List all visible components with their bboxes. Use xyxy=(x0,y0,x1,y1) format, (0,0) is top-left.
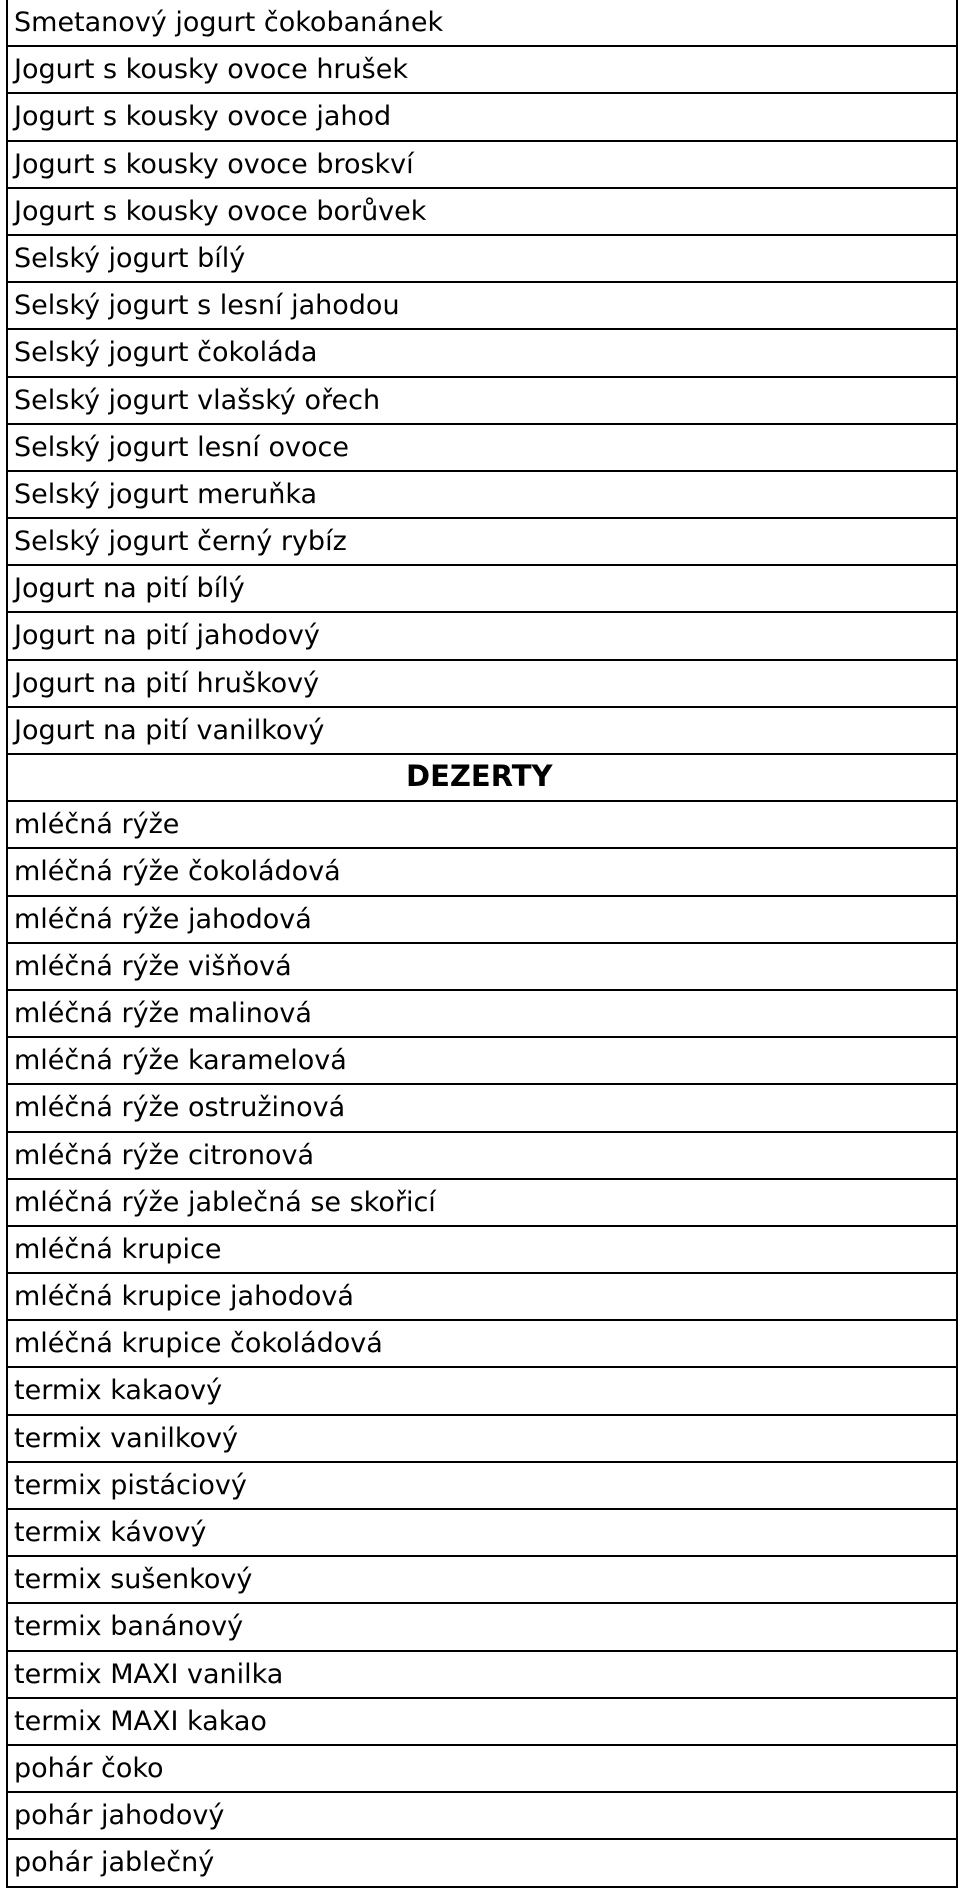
list-item: mléčná rýže višňová xyxy=(8,944,956,991)
list-item: Selský jogurt meruňka xyxy=(8,472,956,519)
list-item: mléčná rýže malinová xyxy=(8,991,956,1038)
list-item: mléčná rýže jablečná se skořicí xyxy=(8,1180,956,1227)
list-item: termix vanilkový xyxy=(8,1416,956,1463)
list-item: Jogurt s kousky ovoce borůvek xyxy=(8,189,956,236)
list-item: Jogurt na pití vanilkový xyxy=(8,708,956,755)
list-item: pohár jablečný xyxy=(8,1840,956,1887)
list-item: mléčná rýže karamelová xyxy=(8,1038,956,1085)
list-item: Selský jogurt černý rybíz xyxy=(8,519,956,566)
list-item: termix banánový xyxy=(8,1604,956,1651)
list-item: pohár čoko xyxy=(8,1746,956,1793)
section-heading: DEZERTY xyxy=(8,755,956,802)
list-item: Selský jogurt s lesní jahodou xyxy=(8,283,956,330)
list-item: Smetanový jogurt čokobanánek xyxy=(8,0,956,47)
list-item: Jogurt s kousky ovoce jahod xyxy=(8,94,956,141)
list-item: mléčná rýže citronová xyxy=(8,1133,956,1180)
list-item: termix sušenkový xyxy=(8,1557,956,1604)
list-item: mléčná rýže ostružinová xyxy=(8,1085,956,1132)
list-item: mléčná rýže xyxy=(8,802,956,849)
list-item: termix pistáciový xyxy=(8,1463,956,1510)
list-item: mléčná rýže jahodová xyxy=(8,897,956,944)
list-item: Jogurt s kousky ovoce broskví xyxy=(8,142,956,189)
list-item: mléčná krupice čokoládová xyxy=(8,1321,956,1368)
list-item: Jogurt na pití hruškový xyxy=(8,661,956,708)
list-item: Selský jogurt vlašský ořech xyxy=(8,378,956,425)
list-item: termix MAXI vanilka xyxy=(8,1652,956,1699)
list-item: Selský jogurt čokoláda xyxy=(8,330,956,377)
list-item: termix kávový xyxy=(8,1510,956,1557)
list-item: Selský jogurt lesní ovoce xyxy=(8,425,956,472)
list-item: Selský jogurt bílý xyxy=(8,236,956,283)
list-item: mléčná krupice xyxy=(8,1227,956,1274)
list-item: termix kakaový xyxy=(8,1368,956,1415)
list-item: Jogurt s kousky ovoce hrušek xyxy=(8,47,956,94)
product-list-table xyxy=(6,0,958,1888)
list-item: Jogurt na pití jahodový xyxy=(8,613,956,660)
list-item: Jogurt na pití bílý xyxy=(8,566,956,613)
list-item: termix MAXI kakao xyxy=(8,1699,956,1746)
list-item: mléčná rýže čokoládová xyxy=(8,849,956,896)
list-item: mléčná krupice jahodová xyxy=(8,1274,956,1321)
list-item: pohár jahodový xyxy=(8,1793,956,1840)
